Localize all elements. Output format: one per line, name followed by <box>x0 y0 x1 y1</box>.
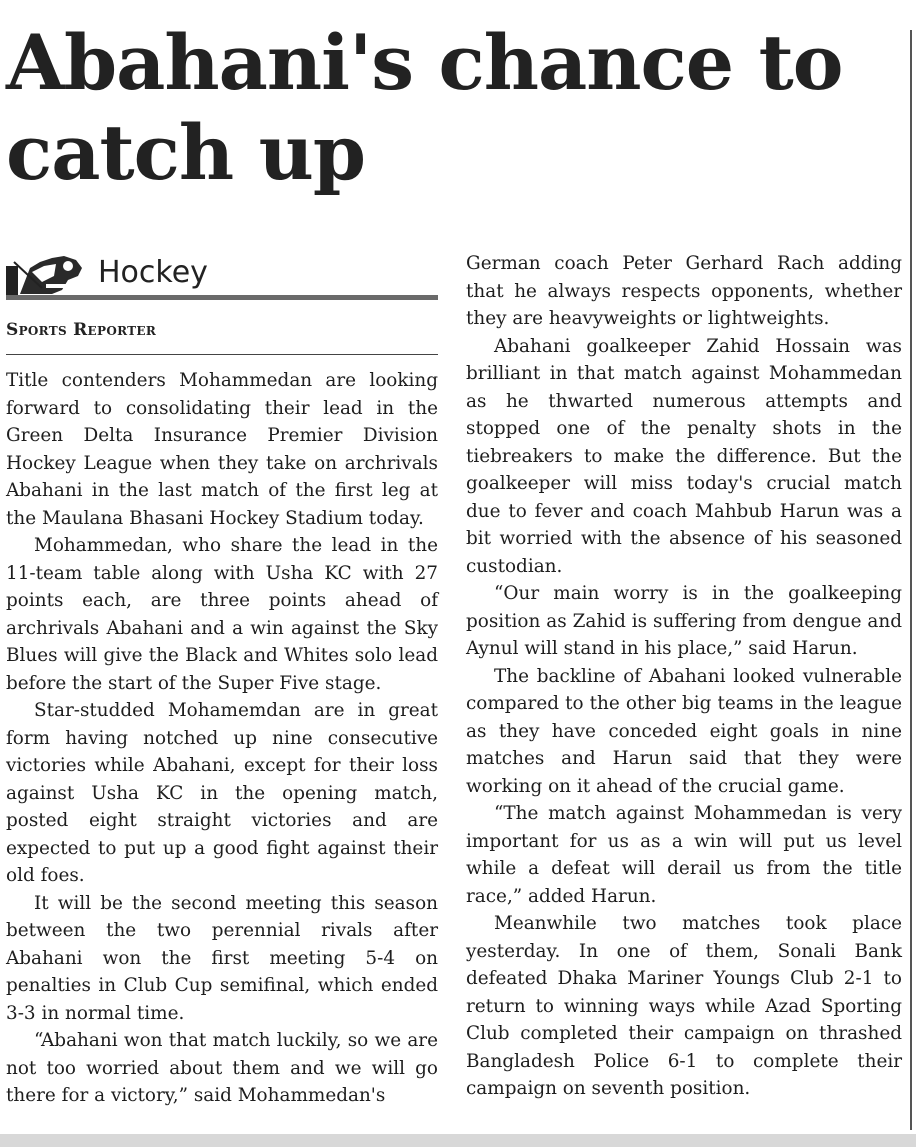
paragraph: German coach Peter Gerhard Rach adding that he always respects opponents, whether they are heavyweights or lightweights. <box>466 253 902 329</box>
column-rule <box>910 30 912 1130</box>
body-column-2 <box>466 250 902 1103</box>
section-kicker <box>6 252 438 300</box>
headline: Abahani's chance to catch up <box>6 18 843 197</box>
paragraph: Title contenders Mohammedan are looking forward to consolidating their lead in the Green Delta Insurance Premier Division Hockey League when they take on archrivals Abahani in the last match of the first leg at the Maulana Bhasani Hockey Stadium today. <box>6 370 438 529</box>
hockey-player-icon <box>6 254 86 296</box>
paragraph: “The match against Mohammedan is very important for us as a win will put us level while a defeat will derail us from the title race,” added Harun. <box>466 803 902 907</box>
section-bar <box>6 295 438 300</box>
paragraph: “Abahani won that match luckily, so we are not too worried about them and we will go there for a victory,” said Mohammedan's <box>6 1030 438 1106</box>
paragraph: Star-studded Mohamemdan are in great form having notched up nine consecutive victories while Abahani, except for their loss against Usha KC in the opening match, posted eight straight victories and are expected to put up a good fight against their old foes. <box>6 700 438 886</box>
page-bottom-edge <box>0 1134 916 1147</box>
paragraph: Abahani goalkeeper Zahid Hossain was brilliant in that match against Mohammedan as he thwarted numerous attempts and stopped one of the penalty shots in the tiebreakers to make the difference. But the goalkeeper will miss today's crucial match due to fever and coach Mahbub Harun was a bit worried with the absence of his seasoned custodian. <box>466 335 902 577</box>
paragraph: Mohammedan, who share the lead in the 11-team table along with Usha KC with 27 points each, are three points ahead of archrivals Abahani and a win against the Sky Blues will give the Black and Whites solo lead before the start of the Super Five stage. <box>6 535 438 694</box>
body-column-1 <box>6 367 438 1110</box>
paragraph: It will be the second meeting this season between the two perennial rivals after Abahani won the first meeting 5-4 on penalties in Club Cup semifinal, which ended 3-3 in normal time. <box>6 892 438 1024</box>
paragraph: “Our main worry is in the goalkeeping position as Zahid is suffering from dengue and Aynul will stand in his place,” said Harun. <box>466 583 902 659</box>
paragraph: Meanwhile two matches took place yesterday. In one of them, Sonali Bank defeated Dhaka Mariner Youngs Club 2-1 to return to winning ways while Azad Sporting Club completed their campaign on thrashed Bangladesh Police 6-1 to complete their campaign on seventh position. <box>466 913 902 1099</box>
paragraph: The backline of Abahani looked vulnerable compared to the other big teams in the league as they have conceded eight goals in nine matches and Harun said that they were working on it ahead of the crucial game. <box>466 665 902 797</box>
byline: Sports Reporter <box>6 320 157 340</box>
byline-rule <box>6 354 438 355</box>
section-label: Hockey <box>98 255 208 290</box>
